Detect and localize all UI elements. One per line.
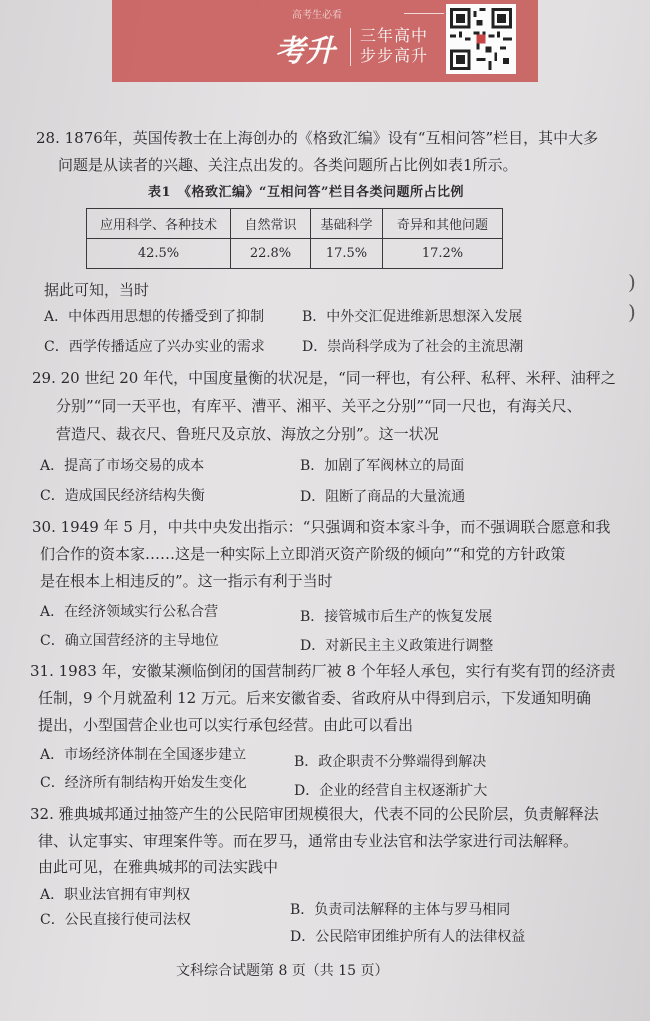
q29-option-b: B．加剧了军阀林立的局面 (300, 458, 465, 474)
q31-option-b: B．政企职责不分弊端得到解决 (294, 754, 487, 770)
q29-option-a: A．提高了市场交易的成本 (40, 458, 205, 474)
q30-option-b: B．接管城市后生产的恢复发展 (300, 609, 493, 625)
q29-option-c: C．造成国民经济结构失衡 (40, 488, 205, 504)
watermark-logo: 考升 (275, 34, 335, 69)
q32-option-b: B．负责司法解释的主体与罗马相同 (290, 902, 511, 918)
q28-option-d: D．崇尚科学成为了社会的主流思潮 (302, 339, 524, 355)
q28-table-title: 表1 《格致汇编》“互相问答”栏目各类问题所占比例 (148, 185, 465, 200)
table-cell: 17.5% (311, 239, 383, 269)
q28-stem-end: 据此可知，当时 (44, 281, 150, 299)
table-header-cell: 奇异和其他问题 (383, 209, 503, 239)
watermark-divider-line (404, 13, 444, 14)
q31-stem-line3: 提出，小型国营企业也可以实行承包经营。由此可以看出 (38, 716, 414, 734)
q31-option-d: D．企业的经营自主权逐渐扩大 (294, 783, 488, 799)
table-cell: 17.2% (383, 239, 503, 269)
q30-stem-line2: 们合作的资本家……这是一种实际上立即消灭资产阶级的倾向”“和党的方针政策 (40, 545, 566, 563)
q32-stem-line2: 律、认定事实、审理案件等。而在罗马，通常由专业法官和法学家进行司法解释。 (38, 832, 579, 850)
binding-mark: ) (628, 270, 636, 294)
watermark-tag: 高考生必看 (292, 10, 342, 21)
qr-code-icon (446, 4, 516, 74)
q32-option-a: A．职业法官拥有审判权 (40, 887, 191, 903)
q29-option-d: D．阻断了商品的大量流通 (300, 489, 466, 505)
q31-option-c: C．经济所有制结构开始发生变化 (40, 775, 247, 791)
q28-table-header-row (87, 209, 503, 239)
binding-mark: ) (628, 300, 636, 324)
q28-table-value-row (87, 239, 503, 269)
q28-stem-line2: 问题是从读者的兴趣、关注点出发的。各类问题所占比例如表1所示。 (58, 156, 518, 174)
q28-option-b: B．中外交汇促进维新思想深入发展 (302, 309, 523, 325)
q28-table (86, 208, 503, 269)
table-cell: 42.5% (87, 239, 231, 269)
q29-stem-line1: 29. 20 世纪 20 年代，中国度量衡的状况是，“同一秤也，有公秤、私秤、米秤、油秤之 (32, 369, 616, 387)
q30-option-a: A．在经济领域实行公私合营 (40, 604, 219, 620)
q30-option-d: D．对新民主主义政策进行调整 (300, 638, 494, 654)
table-header-cell: 自然常识 (231, 209, 311, 239)
q28-stem-line1: 28. 1876年，英国传教士在上海创办的《格致汇编》设有“互相问答”栏目，其中大多 (36, 129, 599, 147)
table-header-cell: 应用科学、各种技术 (87, 209, 231, 239)
table-header-cell: 基础科学 (311, 209, 383, 239)
q28-option-a: A．中体西用思想的传播受到了抑制 (44, 309, 265, 325)
q31-option-a: A．市场经济体制在全国逐步建立 (40, 747, 247, 763)
page-footer: 文科综合试题第 8 页（共 15 页） (176, 963, 389, 979)
q32-option-d: D．公民陪审团维护所有人的法律权益 (290, 929, 526, 945)
q30-stem-line3: 是在根本上相违反的”。这一指示有利于当时 (40, 572, 333, 590)
q30-option-c: C．确立国营经济的主导地位 (40, 633, 219, 649)
q32-stem-line3: 由此可见，在雅典城邦的司法实践中 (38, 858, 279, 876)
q31-stem-line2: 任制，9 个月就盈利 12 万元。后来安徽省委、省政府从中得到启示，下发通知明确 (38, 689, 591, 707)
watermark-banner (112, 0, 538, 82)
q32-option-c: C．公民直接行使司法权 (40, 912, 191, 928)
q32-stem-line1: 32. 雅典城邦通过抽签产生的公民陪审团规模很大，代表不同的公民阶层，负责解释法 (30, 805, 599, 823)
q30-stem-line1: 30. 1949 年 5 月，中共中央发出指示：“只强调和资本家斗争，而不强调联合愿意和我 (32, 518, 611, 536)
q31-stem-line1: 31. 1983 年，安徽某濒临倒闭的国营制药厂被 8 个年轻人承包，实行有奖有罚的经济责 (30, 662, 616, 680)
q29-stem-line2: 分别”“同一天平也，有库平、漕平、湘平、关平之分别”“同一尺也，有海关尺、 (56, 397, 582, 415)
table-cell: 22.8% (231, 239, 311, 269)
q28-option-c: C．西学传播适应了兴办实业的需求 (44, 339, 265, 355)
watermark-slogan-line1: 三年高中 (360, 26, 429, 45)
watermark-slogan-line2: 步步高升 (360, 46, 429, 65)
watermark-slogan (360, 26, 428, 66)
q29-stem-line3: 营造尺、裁衣尺、鲁班尺及京放、海放之分别”。这一状况 (56, 425, 439, 443)
watermark-divider (350, 28, 351, 66)
